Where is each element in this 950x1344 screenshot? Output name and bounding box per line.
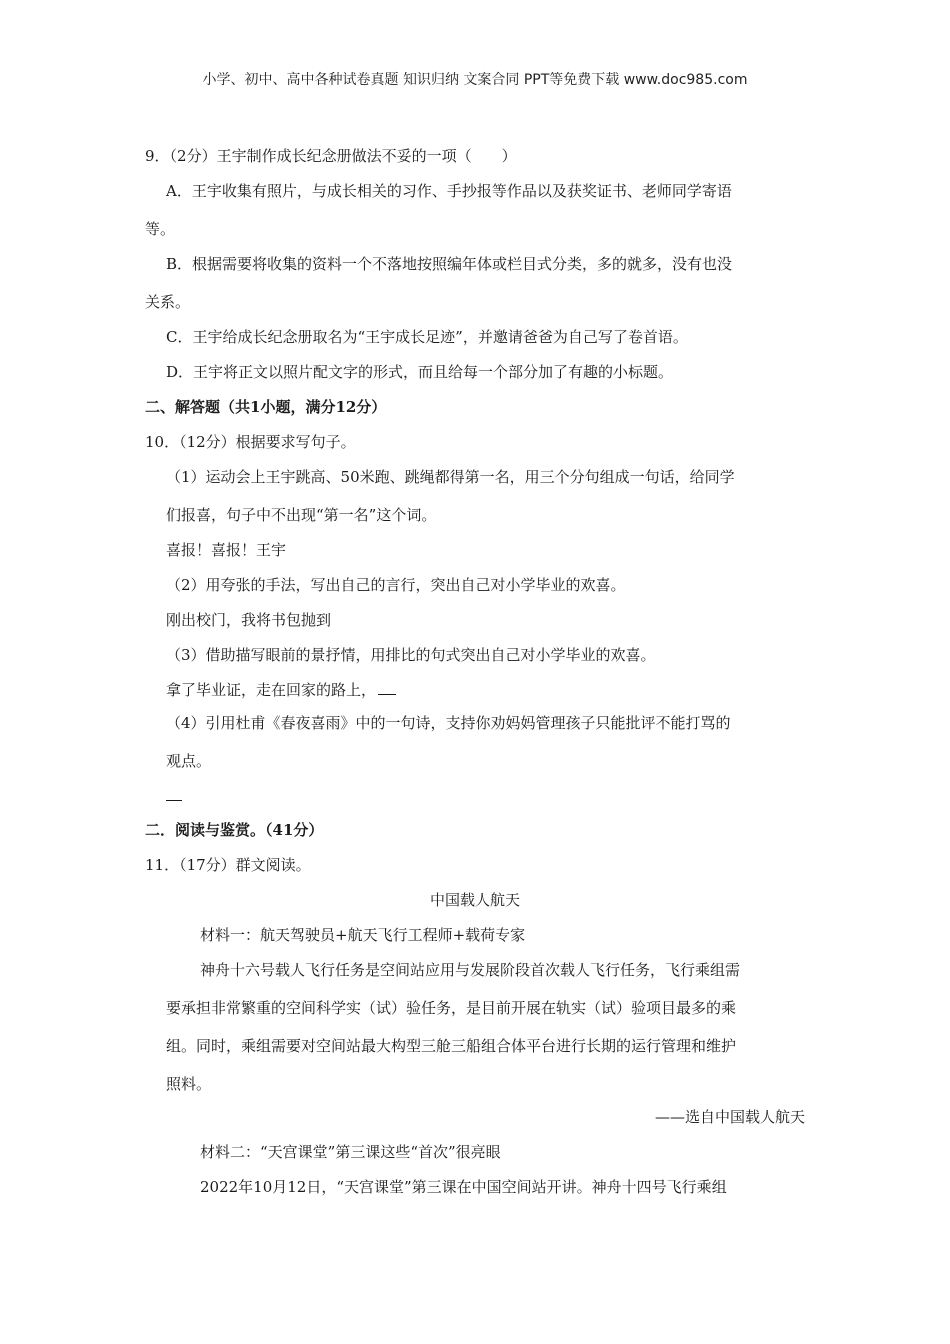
- material-2-heading: 材料二：“天宫课堂”第三课这些“首次”很亮眼: [200, 1143, 501, 1161]
- q10-part1-line1: （1）运动会上王宇跳高、50米跑、跳绳都得第一名，用三个分句组成一句话，给同学: [166, 468, 735, 486]
- q9-stem: 9．（2分）王宇制作成长纪念册做法不妥的一项（ ）: [145, 147, 517, 165]
- material-1-line2: 要承担非常繁重的空间科学实（试）验任务，是目前开展在轨实（试）验项目最多的乘: [166, 999, 737, 1017]
- q9-option-d: D．王宇将正文以照片配文字的形式，而且给每一个部分加了有趣的小标题。: [166, 363, 674, 381]
- q9-option-a-line2: 等。: [145, 220, 176, 238]
- material-1-line1: 神舟十六号载人飞行任务是空间站应用与发展阶段首次载人飞行任务，飞行乘组需: [200, 961, 741, 979]
- q9-option-b-line2: 关系。: [145, 293, 191, 311]
- section-title-reading: 二．阅读与鉴赏。（41分）: [145, 821, 324, 839]
- material-2-line1: 2022年10月12日，“天宫课堂”第三课在中国空间站开讲。神舟十四号飞行乘组: [200, 1178, 727, 1196]
- q10-part1-answer: 喜报！喜报！王宇: [166, 541, 287, 559]
- section-title-answer: 二、解答题（共1小题，满分12分）: [145, 398, 387, 416]
- q9-option-c: C．王宇给成长纪念册取名为“王宇成长足迹”，并邀请爸爸为自己写了卷首语。: [166, 328, 688, 346]
- q11-stem: 11．（17分）群文阅读。: [145, 856, 311, 874]
- q10-part3-answer: 拿了毕业证，走在回家的路上，: [166, 681, 377, 699]
- answer-blank: [378, 680, 396, 695]
- q10-part2-answer: 刚出校门，我将书包抛到: [166, 611, 332, 629]
- q10-part4-line2: 观点。: [166, 752, 212, 770]
- q10-part4-line1: （4）引用杜甫《春夜喜雨》中的一句诗，支持你劝妈妈管理孩子只能批评不能打骂的: [166, 714, 731, 732]
- material-1-heading: 材料一：航天驾驶员+航天飞行工程师+载荷专家: [200, 926, 526, 944]
- q9-option-b-line1: B．根据需要将收集的资料一个不落地按照编年体或栏目式分类，多的就多，没有也没: [166, 255, 733, 273]
- q9-option-a-line1: A．王宇收集有照片，与成长相关的习作、手抄报等作品以及获奖证书、老师同学寄语: [166, 182, 732, 200]
- material-1-line3: 组。同时，乘组需要对空间站最大构型三舱三船组合体平台进行长期的运行管理和维护: [166, 1037, 737, 1055]
- material-1-line4: 照料。: [166, 1075, 212, 1093]
- q10-part3: （3）借助描写眼前的景抒情，用排比的句式突出自己对小学毕业的欢喜。: [166, 646, 656, 664]
- passage-title: 中国载人航天: [429, 891, 520, 909]
- q10-part2: （2）用夸张的手法，写出自己的言行，突出自己对小学毕业的欢喜。: [166, 576, 626, 594]
- q10-part1-line2: 们报喜，句子中不出现“第一名”这个词。: [166, 506, 437, 524]
- q10-part3-answer-line: [166, 680, 396, 700]
- page-header: 小学、初中、高中各种试卷真题 知识归纳 文案合同 PPT等免费下载 www.doc985.com: [202, 72, 748, 88]
- q10-stem: 10．（12分）根据要求写句子。: [145, 433, 356, 451]
- answer-line: [166, 800, 182, 801]
- material-1-source: ——选自中国载人航天: [654, 1108, 805, 1126]
